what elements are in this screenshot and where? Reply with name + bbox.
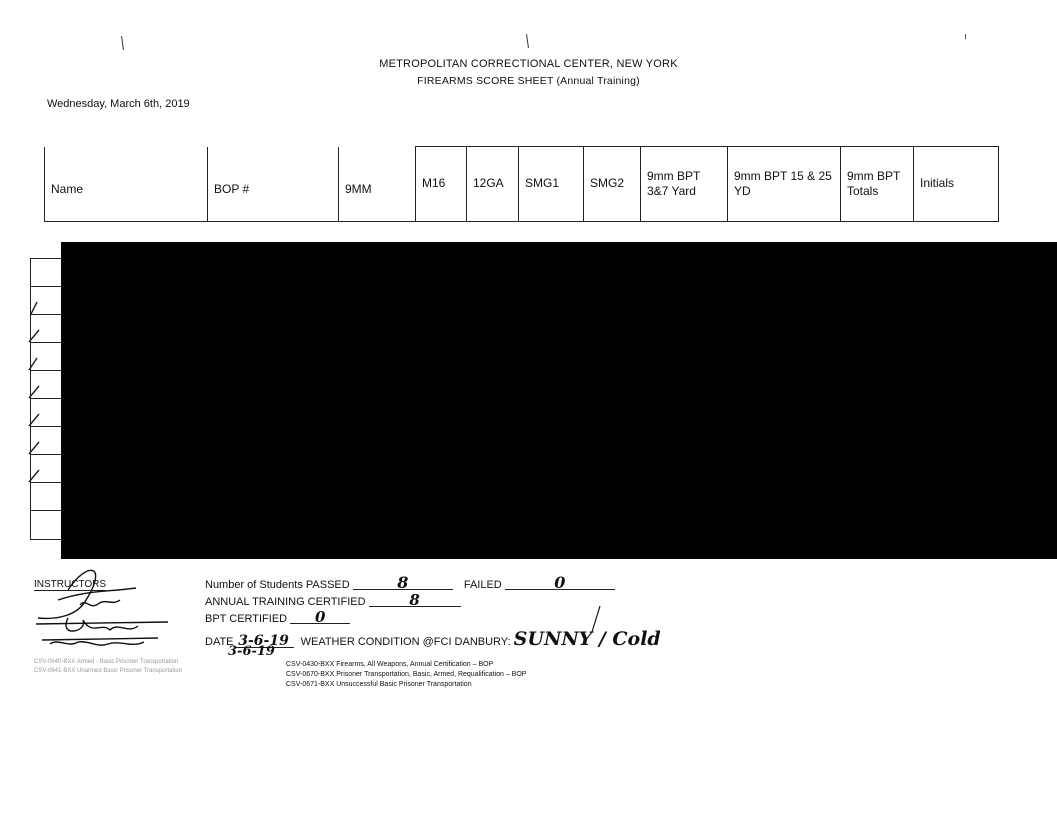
col-bpt-1525: 9mm BPT 15 & 25 YD [728,147,841,222]
sheet-date-text: Wednesday, March 6th, 2019 [47,98,190,110]
document-subtitle: FIREARMS SCORE SHEET (Annual Training) [417,75,640,87]
date-label: DATE [205,636,234,648]
bpt-value: 0 [290,611,350,624]
col-bop: BOP # [208,147,339,222]
faint-code-line: CSV-0640-BXX Armed - Basic Prisoner Transportation [34,659,179,665]
annual-row [205,591,461,609]
course-code-line: CSV-0430-BXX Firearms, All Weapons, Annual Certification – BOP [286,661,494,668]
passed-value: 8 [353,577,453,590]
stray-mark-right [965,34,966,39]
check-marks-icon [23,258,55,540]
course-codes [286,660,526,690]
bpt-row [205,608,350,626]
weather-label: WEATHER CONDITION @FCI DANBURY: [300,636,511,648]
instructors-label-text: INSTRUCTORS [34,579,107,590]
date-value-repeat: 3-6-19 [228,644,275,659]
failed-value: 0 [505,577,615,590]
stray-mark-left [121,36,124,50]
instructor-signatures-icon [28,560,178,656]
passed-label: Number of Students PASSED [205,579,350,591]
stray-mark-center [526,34,529,48]
date-value: 3-6-19 [234,635,294,648]
table-row-stubs [30,258,63,540]
annual-label: ANNUAL TRAINING CERTIFIED [205,596,366,608]
col-initials: Initials [914,147,999,222]
sheet-date [47,98,190,110]
col-smg1: SMG1 [519,147,584,222]
col-name: Name [45,147,208,222]
col-bpt-37: 9mm BPT 3&7 Yard [641,147,728,222]
document-title: METROPOLITAN CORRECTIONAL CENTER, NEW YORK [379,58,678,70]
col-12ga: 12GA [467,147,519,222]
col-9mm: 9MM [339,147,416,222]
score-table-header [44,146,999,222]
handwriting-flourish-icon [552,568,712,640]
course-code-line: CSV-0671-BXX Unsuccessful Basic Prisoner Transportation [286,681,472,688]
weather-value: SUNNY / Cold [513,628,661,650]
faint-codes [34,658,182,676]
annual-value: 8 [369,594,461,607]
bpt-label: BPT CERTIFIED [205,613,288,625]
col-m16: M16 [416,147,467,222]
redaction-block [61,242,1057,559]
col-bpt-totals: 9mm BPT Totals [841,147,914,222]
faint-code-line: CSV-0641-BXX Unarmed Basic Prisoner Transportation [34,668,183,674]
col-smg2: SMG2 [584,147,641,222]
course-code-line: CSV-0670-BXX Prisoner Transportation, Basic, Armed, Requalification – BOP [286,671,527,678]
failed-label: FAILED [463,579,502,591]
